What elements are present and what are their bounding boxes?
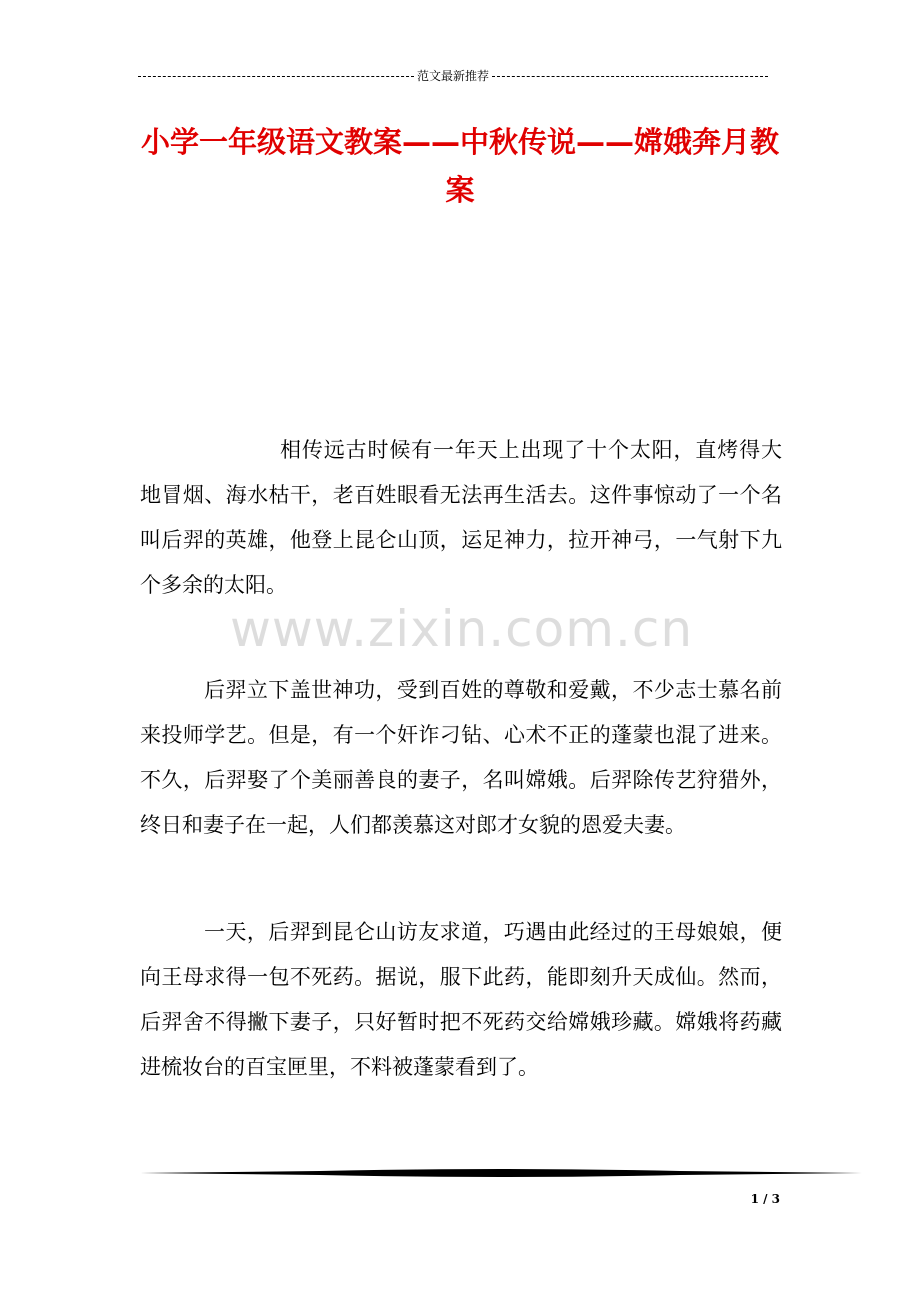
- page-header: [138, 66, 768, 86]
- header-label: 范文最新推荐: [417, 69, 490, 83]
- footer-rule: [140, 1166, 862, 1180]
- paragraph-3: 一天，后羿到昆仑山访友求道，巧遇由此经过的王母娘娘，便向王母求得一包不死药。据说，服下此药，能即刻升天成仙。然而，后羿舍不得撇下妻子，只好暂时把不死药交给嫦娥珍藏。嫦娥将药藏进梳妆台的百宝匣里，不料被蓬蒙看到了。: [140, 920, 782, 1079]
- watermark: www.zixin.com.cn: [230, 600, 694, 658]
- document-title: 小学一年级语文教案——中秋传说——嫦娥奔月教案: [140, 125, 779, 207]
- paragraph-1: 相传远古时候有一年天上出现了十个太阳，直烤得大地冒烟、海水枯干，老百姓眼看无法再生活去。这件事惊动了一个名叫后羿的英雄，他登上昆仑山顶，运足神力，拉开神弓，一气射下九个多余的太阳。: [140, 438, 782, 597]
- page-number: 1 / 3: [750, 1192, 780, 1206]
- header-dash-right: [492, 76, 768, 77]
- paragraph-2: 后羿立下盖世神功，受到百姓的尊敬和爱戴，不少志士慕名前来投师学艺。但是，有一个奸诈刁钻、心术不正的蓬蒙也混了进来。不久，后羿娶了个美丽善良的妻子，名叫嫦娥。后羿除传艺狩猎外，终日和妻子在一起，人们都羡慕这对郎才女貌的恩爱夫妻。: [140, 678, 782, 837]
- header-dash-left: [138, 76, 414, 77]
